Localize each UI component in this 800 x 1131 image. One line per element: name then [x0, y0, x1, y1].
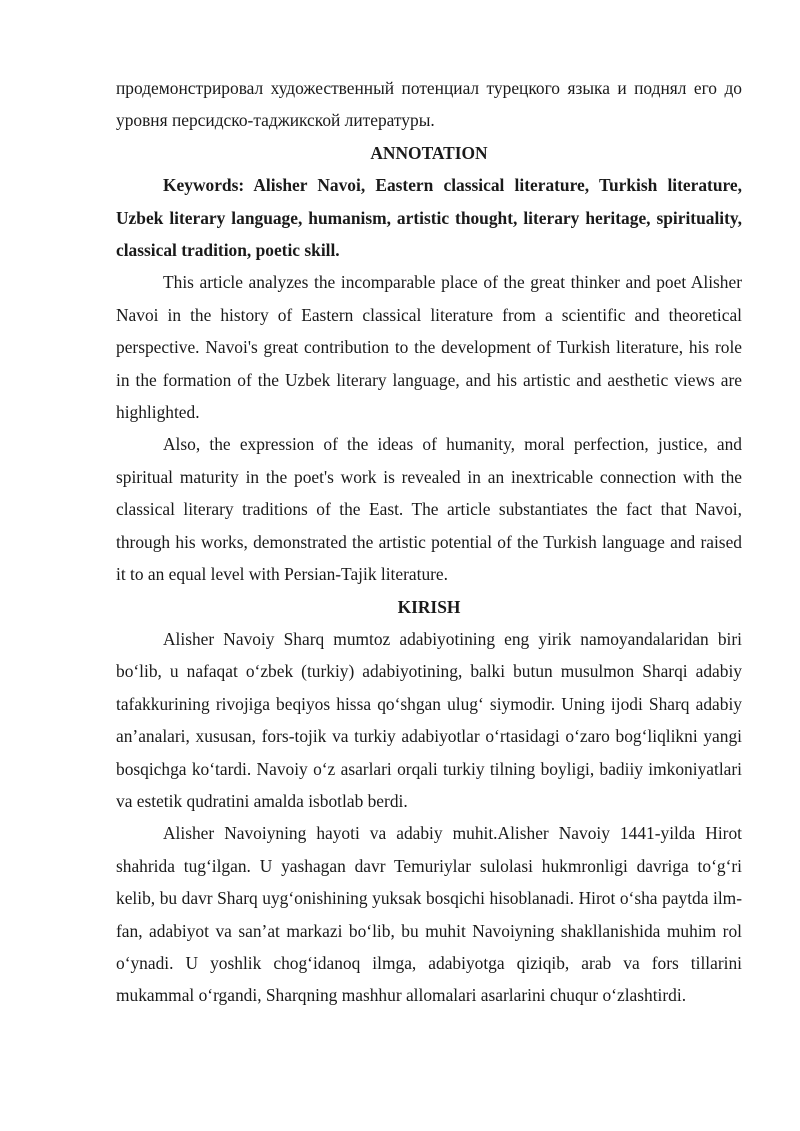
kirish-heading: KIRISH	[397, 596, 461, 617]
document-page	[116, 72, 742, 1012]
intro-paragraph: продемонстрировал художественный потенциал турецкого языка и поднял его до уровня персидско-таджикской литературы.	[116, 78, 742, 131]
annotation-heading: ANNOTATION	[370, 142, 488, 163]
kirish-paragraph-1: Alisher Navoiy Sharq mumtoz adabiyotining eng yirik namoyandalaridan biri bo‘lib, u nafaqat o‘zbek (turkiy) adabiyotining, balki butun musulmon Sharqi adabiy tafakkurining rivojiga beqiyos hissa qo‘shgan ulug‘ siymodir. Uning ijodi Sharq adabiy an’analari, xususan, fors-tojik va turkiy adabiyotlar o‘rtasidagi o‘zaro bog‘liqlikni yangi bosqichga ko‘tardi. Navoiy o‘z asarlari orqali turkiy tilning boyligi, badiiy imkoniyatlari va estetik qudratini amalda isbotlab berdi.	[116, 628, 742, 811]
annotation-paragraph-2: Also, the expression of the ideas of humanity, moral perfection, justice, and spiritual maturity in the poet's work is revealed in an inextricable connection with the classical literary traditions of the East. The article substantiates the fact that Navoi, through his works, demonstrated the artistic potential of the Turkish language and raised it to an equal level with Persian-Tajik literature.	[116, 434, 742, 585]
kirish-paragraph-2: Alisher Navoiyning hayoti va adabiy muhit.Alisher Navoiy 1441-yilda Hirot shahrida tug‘ilgan. U yashagan davr Temuriylar sulolasi hukmronligi davriga to‘g‘ri kelib, bu davr Sharq uyg‘onishining yuksak bosqichi hisoblanadi. Hirot o‘sha paytda ilm-fan, adabiyot va san’at markazi bo‘lib, bu muhit Navoiyning shakllanishida muhim rol o‘ynadi. U yoshlik chog‘idanoq ilmga, adabiyotga qiziqib, arab va fors tillarini mukammal o‘rgandi, Sharqning mashhur allomalari asarlarini chuqur o‘zlashtirdi.	[116, 823, 742, 1006]
annotation-paragraph-1: This article analyzes the incomparable place of the great thinker and poet Alisher Navoi in the history of Eastern classical literature from a scientific and theoretical perspective. Navoi's great contribution to the development of Turkish literature, his role in the formation of the Uzbek literary language, and his artistic and aesthetic views are highlighted.	[116, 272, 742, 423]
keywords-paragraph: Keywords: Alisher Navoi, Eastern classical literature, Turkish literature, Uzbek literary language, humanism, artistic thought, literary heritage, spirituality, classical tradition, poetic skill.	[116, 175, 742, 261]
